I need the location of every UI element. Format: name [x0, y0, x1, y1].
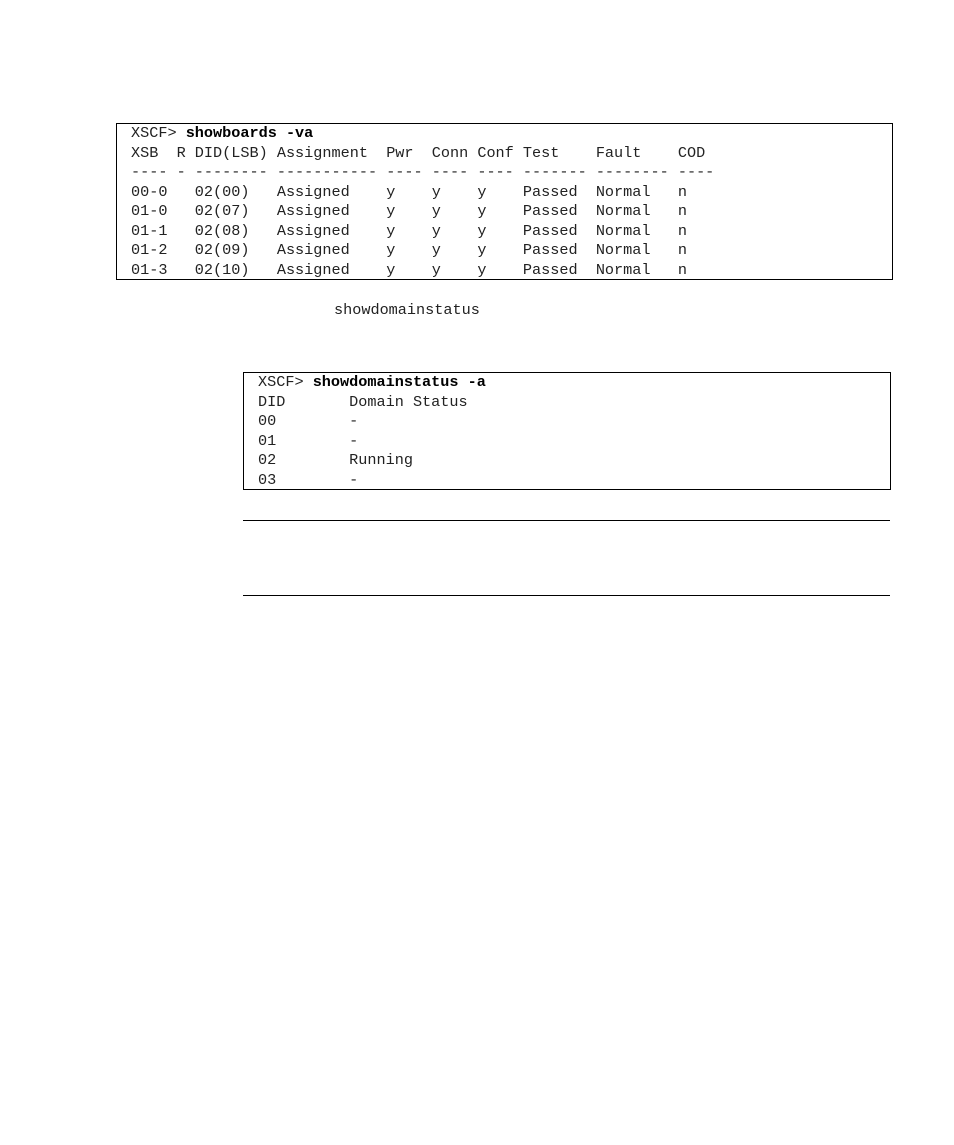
showboards-output-box [116, 123, 893, 280]
status-row: 00 - [258, 412, 359, 430]
showdomainstatus-output-box [243, 372, 891, 490]
table-row: 01-3 02(10) Assigned y y y Passed Normal n [131, 260, 687, 279]
note-top-rule [243, 520, 890, 521]
command-text: showdomainstatus -a [312, 373, 486, 391]
status-row: 01 - [258, 431, 359, 450]
table-row: 01-1 02(08) Assigned y y y Passed Normal n [131, 221, 687, 240]
table-separator: ---- - -------- ----------- ---- ---- ---- ------- -------- ---- [131, 163, 715, 181]
note-bottom-rule [243, 595, 890, 596]
status-row: 03 - [258, 470, 359, 489]
table-row: 01-2 02(09) Assigned y y y Passed Normal n [131, 241, 687, 259]
command-text: showboards -va [185, 124, 314, 142]
table-row: 00-0 02(00) Assigned y y y Passed Normal n [131, 182, 687, 201]
table-header: XSB R DID(LSB) Assignment Pwr Conn Conf Test Fault COD [131, 143, 706, 162]
table-row: 01-0 02(07) Assigned y y y Passed Normal n [131, 202, 687, 220]
status-row: 02 Running [258, 451, 413, 469]
status-header: DID Domain Status [258, 392, 468, 411]
prompt: XSCF> [258, 373, 313, 391]
showboards-command-line [131, 124, 892, 144]
showdomainstatus-command-line [258, 373, 890, 393]
command-caption: showdomainstatus [334, 301, 480, 319]
prompt: XSCF> [131, 124, 186, 142]
